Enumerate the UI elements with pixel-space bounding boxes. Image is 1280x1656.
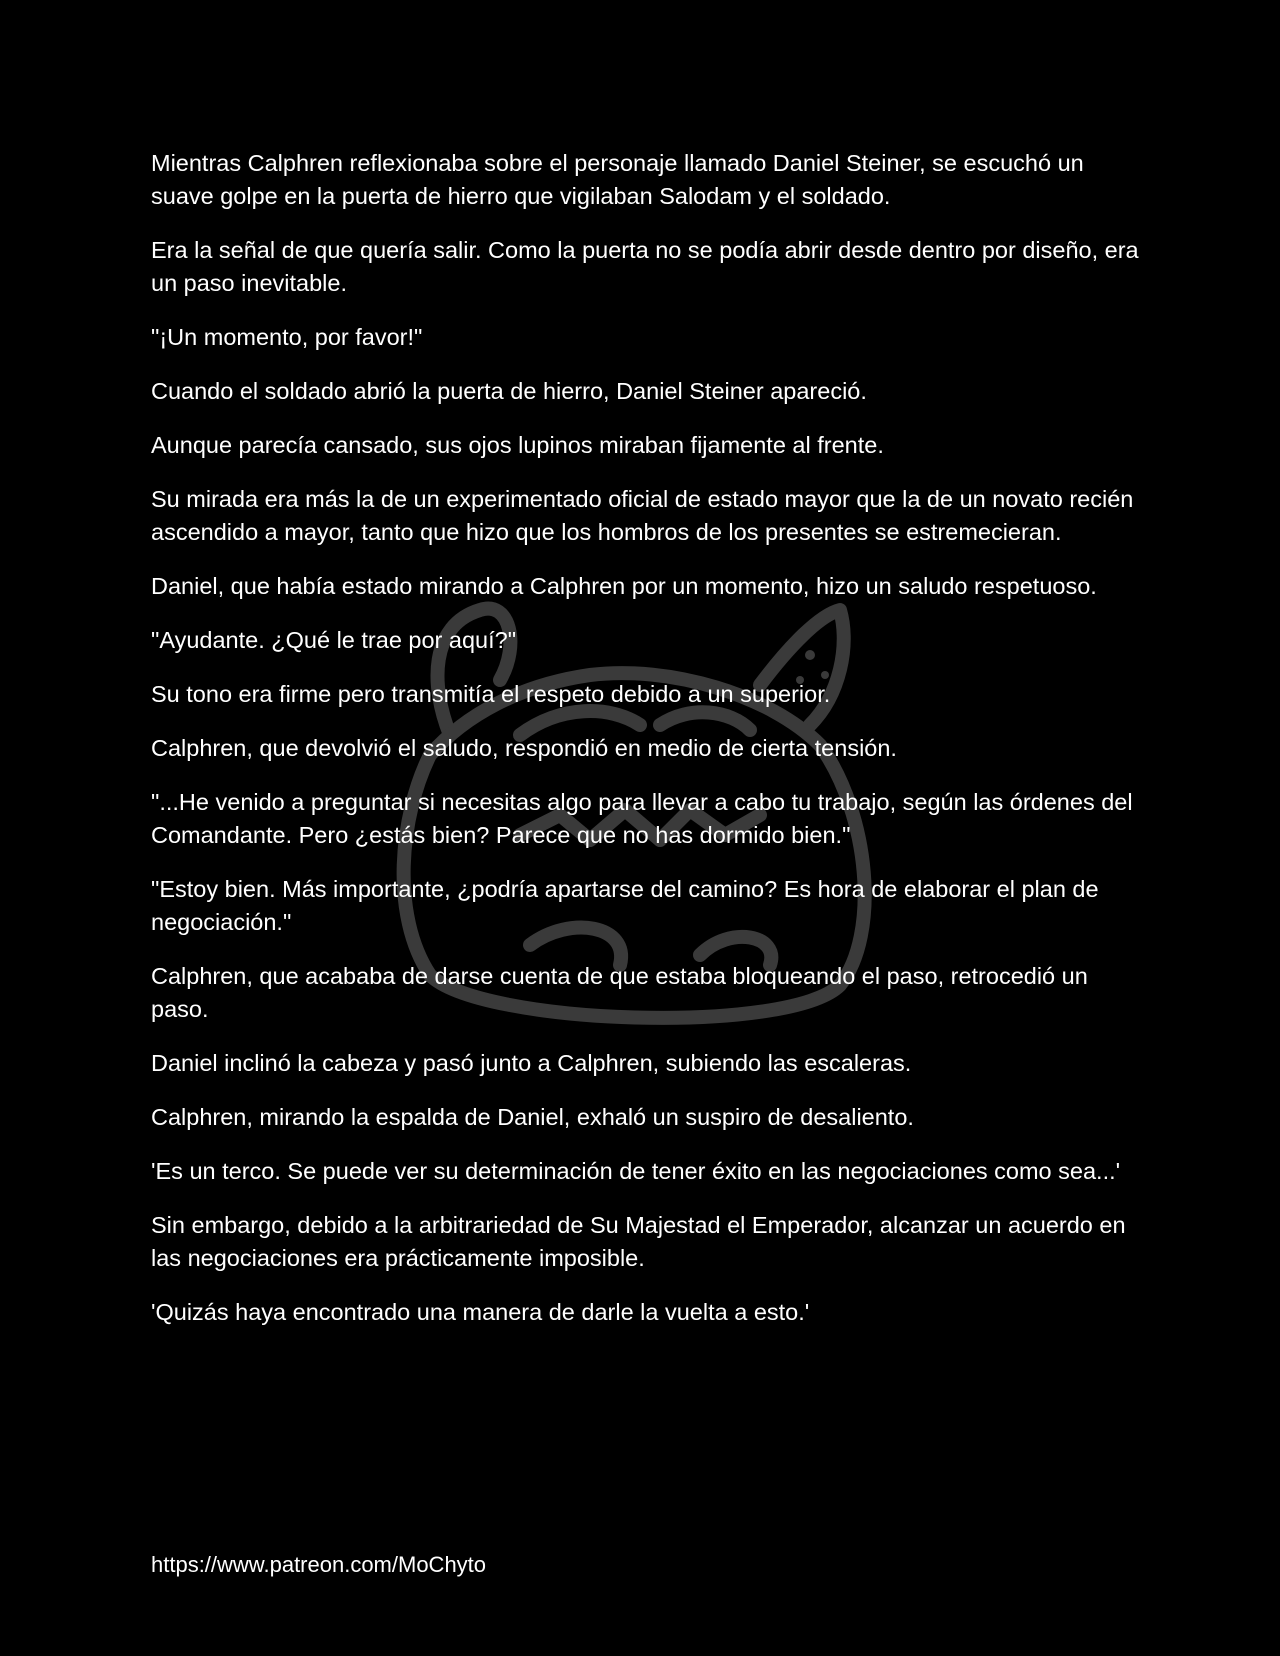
paragraph: Su tono era firme pero transmitía el respeto debido a un superior. [151, 681, 831, 707]
paragraph: Era la señal de que quería salir. Como la puerta no se podía abrir desde dentro por diseño, era un paso inevitable. [151, 237, 1139, 296]
paragraph: Sin embargo, debido a la arbitrariedad de Su Majestad el Emperador, alcanzar un acuerdo en las negociaciones era prácticamente imposible. [151, 1212, 1126, 1271]
paragraph: Aunque parecía cansado, sus ojos lupinos miraban fijamente al frente. [151, 432, 884, 458]
paragraph: "...He venido a preguntar si necesitas algo para llevar a cabo tu trabajo, según las órdenes del Comandante. Pero ¿estás bien? Parece que no has dormido bien." [151, 789, 1133, 848]
paragraph: Mientras Calphren reflexionaba sobre el personaje llamado Daniel Steiner, se escuchó un suave golpe en la puerta de hierro que vigilaban Salodam y el soldado. [151, 150, 1084, 209]
paragraph: "Ayudante. ¿Qué le trae por aquí?" [151, 627, 517, 653]
paragraph: Daniel, que había estado mirando a Calphren por un momento, hizo un saludo respetuoso. [151, 573, 1097, 599]
paragraph: Calphren, que devolvió el saludo, respondió en medio de cierta tensión. [151, 735, 897, 761]
paragraph: Cuando el soldado abrió la puerta de hierro, Daniel Steiner apareció. [151, 378, 867, 404]
paragraph: 'Quizás haya encontrado una manera de darle la vuelta a esto.' [151, 1299, 810, 1325]
paragraph: Calphren, mirando la espalda de Daniel, exhaló un suspiro de desaliento. [151, 1104, 914, 1130]
paragraph: "Estoy bien. Más importante, ¿podría apartarse del camino? Es hora de elaborar el plan de negociación." [151, 876, 1099, 935]
paragraph: Su mirada era más la de un experimentado oficial de estado mayor que la de un novato recién ascendido a mayor, tanto que hizo que los hombros de los presentes se estremecieran. [151, 486, 1134, 545]
paragraph: "¡Un momento, por favor!" [151, 324, 423, 350]
patreon-link[interactable]: https://www.patreon.com/MoChyto [151, 1552, 487, 1577]
paragraph: Calphren, que acababa de darse cuenta de que estaba bloqueando el paso, retrocedió un paso. [151, 963, 1088, 1022]
paragraph: 'Es un terco. Se puede ver su determinación de tener éxito en las negociaciones como sea...' [151, 1158, 1121, 1184]
chapter-text [151, 147, 1141, 1350]
paragraph: Daniel inclinó la cabeza y pasó junto a Calphren, subiendo las escaleras. [151, 1050, 912, 1076]
